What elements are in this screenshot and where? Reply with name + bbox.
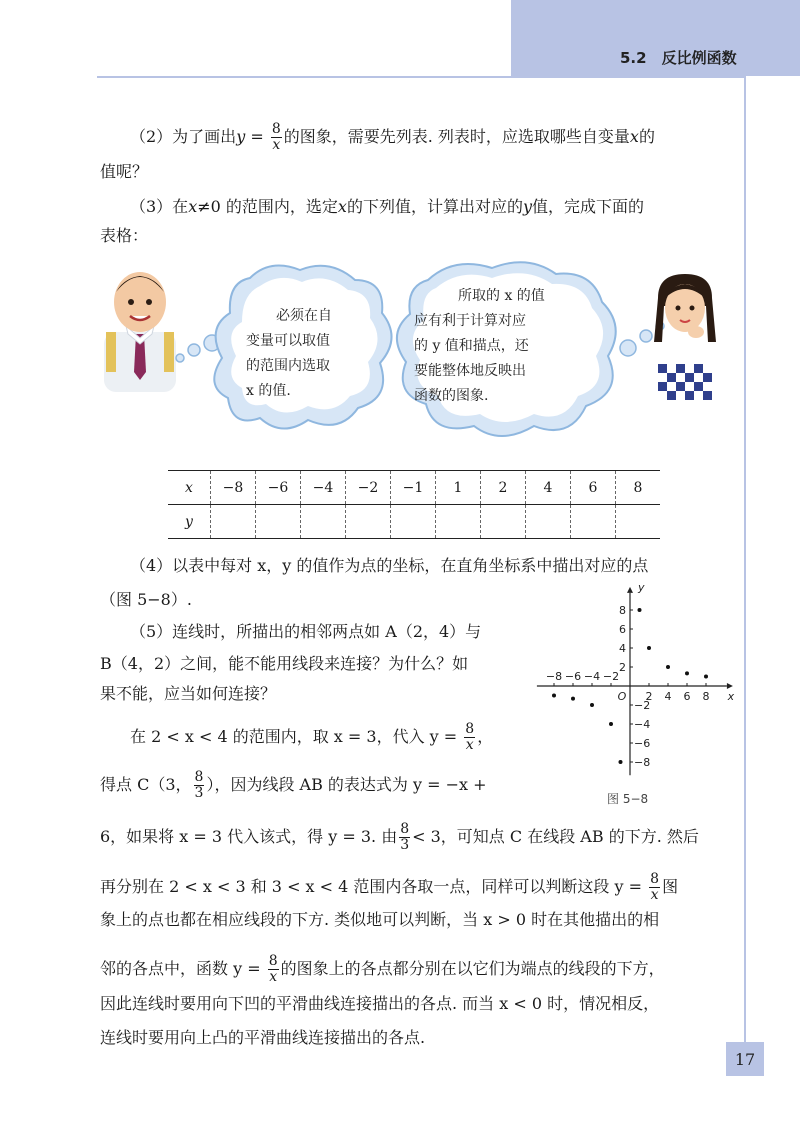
text: （2）为了画出: [130, 127, 237, 146]
text: =: [245, 127, 269, 146]
y-axis-label: y: [638, 580, 645, 594]
x-value-cell: 6: [571, 471, 616, 505]
paragraph-2-line-1: [130, 122, 655, 153]
x-axis-arrow: [727, 683, 733, 689]
text: ），因为线段 AB 的表达式为 y = −x +: [206, 775, 487, 794]
bubble-left-line-1: 必须在自: [276, 308, 332, 324]
bubble-right-line-3: 的 y 值和描点，还: [414, 338, 529, 354]
plot-point: [571, 697, 575, 701]
paragraph-4-line-1: （4）以表中每对 x，y 的值作为点的坐标，在直角坐标系中描出对应的点: [130, 556, 649, 575]
y-value-cell[interactable]: [616, 505, 661, 539]
y-value-cell[interactable]: [211, 505, 256, 539]
var-x: x: [629, 127, 639, 146]
y-value-cell[interactable]: [526, 505, 571, 539]
fraction: [194, 770, 205, 801]
text: 再分别在 2 < x < 3 和 3 < x < 4 范围内各取一点，同样可以判断这段 y =: [100, 877, 648, 896]
frac-den: x: [650, 887, 659, 903]
y-tick-label: −4: [634, 718, 651, 731]
x-value-cell: −6: [256, 471, 301, 505]
text: ，: [477, 727, 494, 746]
plot-point: [638, 608, 642, 612]
y-tick-label: −8: [634, 756, 651, 769]
y-axis-arrow: [627, 587, 633, 593]
var-x: x: [188, 197, 198, 216]
text: 的: [638, 127, 655, 146]
x-tick-label: 2: [645, 690, 653, 703]
girl-illustration: [650, 272, 720, 406]
plot-point: [647, 646, 651, 650]
bubble-right-line-5: 函数的图象.: [414, 388, 489, 404]
x-axis-label: x: [727, 690, 735, 703]
x-tick-label: −6: [564, 670, 582, 683]
fraction: [464, 722, 475, 753]
paragraph-3-line-1: [130, 197, 644, 217]
text: 得点 C（3，: [100, 775, 192, 794]
var-y: y: [236, 127, 246, 146]
frac-num: 8: [650, 871, 660, 887]
paragraph-6-line-3: [100, 822, 699, 853]
y-tick-label: 2: [619, 661, 626, 674]
text: 的图象上的各点都分别在以它们为端点的线段的下方，: [280, 959, 665, 978]
y-tick-label: 8: [619, 604, 626, 617]
paragraph-6-line-7: 因此连线时要用向下凹的平滑曲线连接描出的各点. 而当 x < 0 时，情况相反，: [100, 994, 660, 1013]
frac-num: 8: [194, 769, 204, 785]
plot-point: [704, 675, 708, 679]
frac-den: 3: [194, 785, 204, 801]
x-value-cell: −1: [391, 471, 436, 505]
frac-num: 8: [465, 721, 475, 737]
text: 在 2 < x < 4 的范围内，取 x = 3，代入 y =: [130, 727, 463, 746]
x-value-cell: 8: [616, 471, 661, 505]
frac-den: x: [269, 969, 278, 985]
text: 的图象，需要先列表. 列表时，应选取哪些自变量: [283, 127, 630, 146]
fraction: [268, 954, 279, 985]
figure-caption: 图 5−8: [607, 792, 649, 806]
thought-bubble-left: [170, 258, 402, 438]
frac-num: 8: [400, 821, 410, 837]
paragraph-6-line-5: 象上的点也都在相应线段的下方. 类似地可以判断，当 x > 0 时在其他描出的相: [100, 910, 660, 929]
frac-num: 8: [271, 121, 281, 137]
paragraph-4-line-2: （图 5−8）.: [100, 590, 192, 609]
side-rule: [744, 76, 746, 1042]
row-label-y: y: [168, 505, 211, 539]
figure-5-8-graph: [530, 580, 740, 786]
bubble-left-line-2: 变量可以取值: [246, 333, 330, 349]
text: 的下列值，计算出对应的: [346, 197, 523, 216]
y-tick-label: 6: [619, 623, 626, 636]
paragraph-6-line-1: [130, 722, 493, 753]
text: ≠0 的范围内，选定: [197, 197, 338, 216]
plot-point: [619, 760, 623, 764]
y-value-cell[interactable]: [301, 505, 346, 539]
paragraph-5-line-2: B（4，2）之间，能不能用线段来连接？为什么？如: [100, 654, 469, 673]
y-tick-label: −6: [634, 737, 651, 750]
var-y: y: [522, 197, 532, 216]
frac-num: 8: [268, 953, 278, 969]
text: 图: [662, 877, 679, 896]
fraction: [271, 122, 282, 153]
page-number: 17: [726, 1042, 764, 1076]
x-tick-label: 4: [664, 690, 672, 703]
x-tick-label: 6: [683, 690, 691, 703]
x-tick-label: −4: [583, 670, 601, 683]
paragraph-5-line-1: （5）连线时，所描出的相邻两点如 A（2，4）与: [130, 622, 482, 641]
frac-den: x: [272, 137, 281, 153]
paragraph-6-line-8: 连线时要用向上凸的平滑曲线连接描出的各点.: [100, 1028, 426, 1047]
x-tick-label: −8: [545, 670, 563, 683]
y-value-cell[interactable]: [481, 505, 526, 539]
x-value-cell: 2: [481, 471, 526, 505]
bubble-left-line-4: x 的值.: [246, 383, 291, 399]
x-tick-label: −2: [602, 670, 620, 683]
row-label-x: x: [168, 471, 211, 505]
y-value-cell[interactable]: [346, 505, 391, 539]
text: 值，完成下面的: [532, 197, 645, 216]
bubble-right-line-2: 应有利于计算对应: [414, 313, 526, 329]
paragraph-6-line-6: [100, 954, 665, 985]
text: 6，如果将 x = 3 代入该式，得 y = 3. 由: [100, 827, 398, 846]
var-x: x: [337, 197, 347, 216]
bubble-left-line-3: 的范围内选取: [246, 358, 330, 374]
frac-den: x: [465, 737, 474, 753]
fraction: [399, 822, 410, 853]
y-value-cell[interactable]: [571, 505, 616, 539]
plot-point: [552, 694, 556, 698]
x-value-cell: −2: [346, 471, 391, 505]
plot-point: [685, 671, 689, 675]
fraction: [649, 872, 660, 903]
bubble-right-line-1: 所取的 x 的值: [458, 288, 545, 304]
plot-point: [609, 722, 613, 726]
paragraph-2-line-2: 值呢？: [100, 162, 149, 181]
origin-label: O: [617, 690, 627, 703]
value-table: [168, 470, 660, 539]
y-tick-label: −2: [634, 699, 651, 712]
y-tick-label: 4: [619, 642, 626, 655]
paragraph-5-line-3: 果不能，应当如何连接？: [100, 684, 277, 703]
plot-point: [666, 665, 670, 669]
bubble-right-line-4: 要能整体地反映出: [414, 363, 526, 379]
x-value-cell: 1: [436, 471, 481, 505]
x-value-cell: −4: [301, 471, 346, 505]
y-value-cell[interactable]: [436, 505, 481, 539]
x-value-cell: −8: [211, 471, 256, 505]
paragraph-6-line-4: [100, 872, 678, 903]
plot-point: [590, 703, 594, 707]
frac-den: 3: [400, 837, 410, 853]
paragraph-3-line-2: 表格：: [100, 226, 149, 245]
x-tick-label: 8: [702, 690, 710, 703]
table-row-y: [168, 505, 660, 539]
paragraph-6-line-2: [100, 770, 487, 801]
header-rule: [97, 76, 745, 78]
table-row-x: [168, 471, 660, 505]
x-value-cell: 4: [526, 471, 571, 505]
text: 邻的各点中，函数 y =: [100, 959, 266, 978]
text: （3）在: [130, 197, 189, 216]
y-value-cell[interactable]: [256, 505, 301, 539]
text: < 3，可知点 C 在线段 AB 的下方. 然后: [412, 827, 699, 846]
thought-bubble-right: [388, 256, 670, 446]
y-value-cell[interactable]: [391, 505, 436, 539]
section-title: 5.2 反比例函数: [620, 49, 737, 67]
